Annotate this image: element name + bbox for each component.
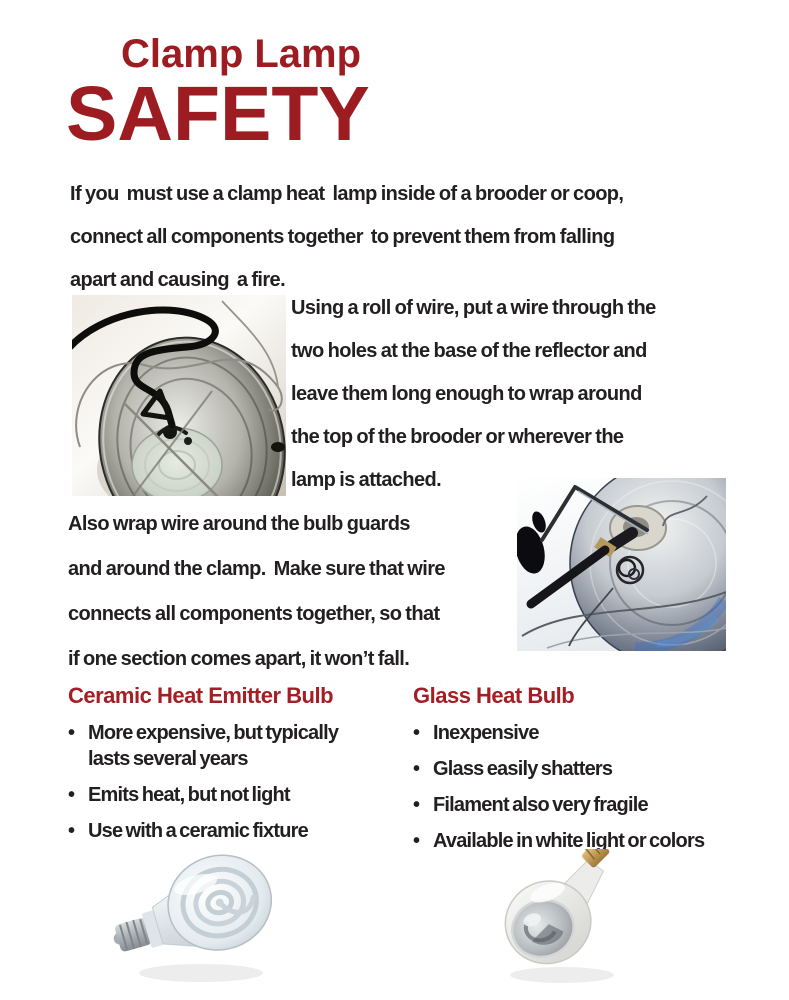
ceramic-bulb-column — [68, 682, 428, 854]
bullet-line: Emits heat, but not light — [88, 784, 290, 806]
bullet-text — [433, 720, 539, 746]
bullet-line: lasts several years — [88, 748, 248, 770]
bullet-line: Inexpensive — [433, 722, 539, 744]
reflector-clamp-closeup-photo — [517, 478, 726, 651]
bullet-icon: • — [413, 794, 421, 816]
bullet-line: Filament also very fragile — [433, 794, 648, 816]
bullet-text — [88, 818, 308, 844]
ceramic-column-heading: Ceramic Heat Emitter Bulb — [68, 683, 334, 708]
glass-bullet-2 — [413, 756, 773, 782]
wrap-line-3: connects all components together, so that — [68, 603, 440, 625]
wire-line-2: two holes at the base of the reflector and — [291, 340, 647, 362]
glass-bulb-column — [413, 682, 773, 864]
clamp-lamp-reflector-photo — [72, 295, 286, 496]
poster-subtitle: Clamp Lamp — [121, 32, 362, 76]
glass-bullet-3 — [413, 792, 773, 818]
bullet-line: Glass easily shatters — [433, 758, 613, 780]
wire-line-4: the top of the brooder or wherever the — [291, 426, 624, 448]
wrap-line-4: if one section comes apart, it won’t fall. — [68, 648, 410, 670]
bullet-icon: • — [68, 784, 76, 806]
wire-line-3: leave them long enough to wrap around — [291, 383, 642, 405]
poster-title: SAFETY — [66, 71, 370, 157]
bullet-text — [433, 756, 612, 782]
intro-line-2: connect all components together to prevent them from falling — [70, 226, 615, 248]
wire-line-5: lamp is attached. — [291, 469, 442, 491]
intro-paragraph — [70, 173, 623, 302]
ceramic-heat-emitter-photo — [106, 845, 284, 990]
bullet-text — [433, 792, 648, 818]
ceramic-bullet-2 — [68, 782, 428, 808]
intro-line-3: apart and causing a fire. — [70, 269, 286, 291]
wrap-instructions-paragraph — [68, 502, 445, 682]
wrap-line-1: Also wrap wire around the bulb guards — [68, 513, 410, 535]
ceramic-bulb-illustration — [106, 845, 284, 990]
glass-bullet-1 — [413, 720, 773, 746]
bullet-icon: • — [413, 830, 421, 852]
bullet-line: Use with a ceramic fixture — [88, 820, 308, 842]
bullet-text — [88, 782, 290, 808]
bullet-line: Available in white light or colors — [433, 830, 705, 852]
bullet-icon: • — [413, 758, 421, 780]
glass-heat-bulb-photo — [494, 849, 644, 987]
wrap-line-2: and around the clamp. Make sure that wire — [68, 558, 445, 580]
ceramic-bullet-1 — [68, 720, 428, 772]
bullet-icon: • — [413, 722, 421, 744]
clamp-lamp-reflector-illustration — [72, 295, 286, 496]
bullet-text — [88, 720, 338, 772]
wire-line-1: Using a roll of wire, put a wire through the — [291, 297, 656, 319]
intro-line-1: If you must use a clamp heat lamp inside of a brooder or coop, — [70, 183, 624, 205]
reflector-clamp-closeup-illustration — [517, 478, 726, 651]
glass-column-heading: Glass Heat Bulb — [413, 683, 575, 708]
bullet-icon: • — [68, 722, 76, 744]
ceramic-bullet-3 — [68, 818, 428, 844]
wire-instructions-paragraph — [291, 287, 656, 502]
bullet-line: More expensive, but typically — [88, 722, 339, 744]
bullet-icon: • — [68, 820, 76, 842]
glass-bulb-illustration — [494, 849, 644, 987]
